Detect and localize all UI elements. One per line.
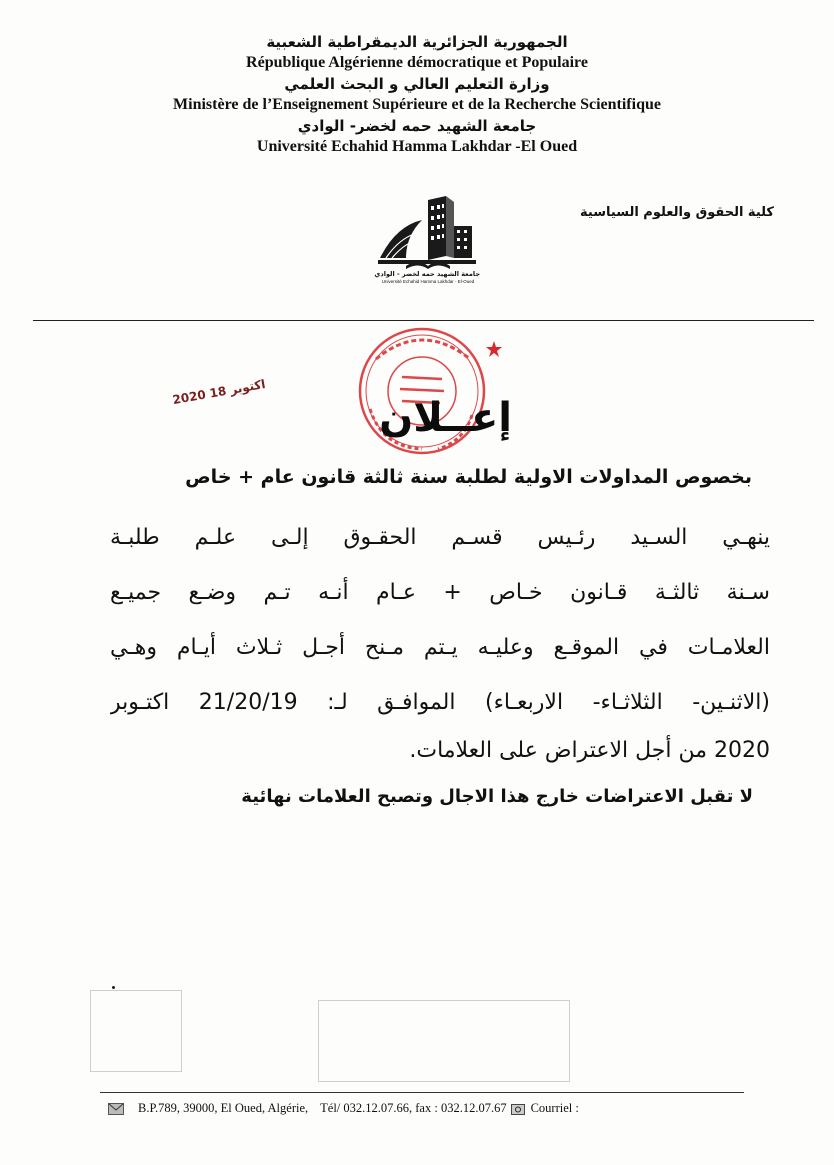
footer-contact bbox=[108, 1101, 579, 1116]
email-icon bbox=[511, 1103, 525, 1115]
ministry-fr: Ministère de l’Enseignement Supérieure et de la Recherche Scientifique bbox=[173, 96, 661, 113]
show-through-box bbox=[90, 990, 182, 1072]
logo-caption-ar: جامعة الشهيد حمه لخضر - الوادي bbox=[374, 270, 480, 278]
footer-divider bbox=[100, 1092, 744, 1093]
stray-mark bbox=[112, 986, 115, 989]
body-line-4: (الاثنـين- الثلاثـاء- الاربعـاء) الموافـق لـ: 21/20/19 اكتـوبر bbox=[110, 690, 770, 715]
university-ar: جامعة الشهيد حمه لخضر- الوادي bbox=[297, 117, 537, 135]
body-line-2: سـنة ثالثـة قـانون خـاص + عـام أنـه تـم وضـع جميـع bbox=[110, 580, 770, 605]
footer-address: B.P.789, 39000, El Oued, Algérie, bbox=[138, 1101, 309, 1115]
announcement-note: لا تقبل الاعتراضات خارج هذا الاجال وتصبح العلامات نهائية bbox=[241, 786, 753, 807]
show-through-box bbox=[318, 1000, 570, 1082]
receipt-date-stamp: 2020 اكتوبر 18 bbox=[171, 376, 267, 408]
body-line-5: 2020 من أجل الاعتراض على العلامات. bbox=[409, 738, 770, 763]
announcement-title: إعــلان bbox=[379, 395, 512, 441]
republic-fr: République Algérienne démocratique et Populaire bbox=[246, 54, 588, 71]
university-fr: Université Echahid Hamma Lakhdar -El Oued bbox=[256, 138, 578, 155]
body-line-1: ينهـي السـيد رئـيس قسـم الحقـوق إلـى علـم طلبـة bbox=[110, 525, 770, 550]
republic-ar: الجمهورية الجزائرية الديمقراطية الشعبية bbox=[266, 33, 568, 51]
faculty-name: كلية الحقوق والعلوم السياسية bbox=[580, 205, 774, 220]
logo-caption-fr: Université Echahid Hamma Lakhdar - El-Oued bbox=[381, 279, 475, 284]
footer-phone-fax: Tél/ 032.12.07.66, fax : 032.12.07.67 bbox=[320, 1101, 507, 1115]
official-stamp-icon bbox=[352, 319, 512, 469]
ministry-ar: وزارة التعليم العالي و البحث العلمي bbox=[284, 75, 550, 93]
announcement-subject: بخصوص المداولات الاولية لطلبة سنة ثالثة قانون عام + خاص bbox=[185, 466, 752, 488]
mail-icon bbox=[108, 1103, 124, 1115]
body-line-3: العلامـات في الموقـع وعليـه يـتم مـنح أجـل ثـلاث أيـام وهـي bbox=[110, 635, 770, 660]
footer-email-label: Courriel : bbox=[530, 1101, 579, 1115]
